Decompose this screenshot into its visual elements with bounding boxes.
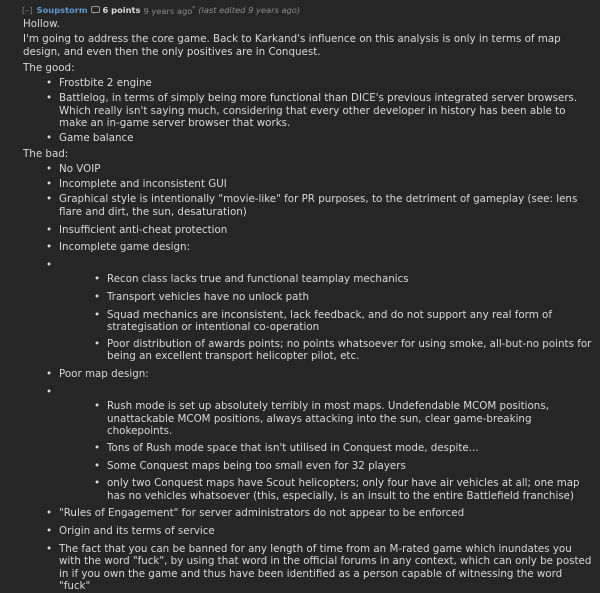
sub-list-item: • Some Conquest maps being too small even for 32 players (107, 460, 594, 473)
collapse-toggle[interactable]: [–] (22, 4, 33, 15)
comment-body (23, 18, 594, 593)
list-item: • No VOIP (59, 163, 594, 176)
list-item-nested (59, 259, 594, 363)
sub-list-item: • Tons of Rush mode space that isn't utilised in Conquest mode, despite... (107, 442, 594, 455)
sub-list-item: • Squad mechanics are inconsistent, lack feedback, and do not support any real form of strategisation or intentional co-operation (107, 309, 594, 334)
list-item: • Incomplete and inconsistent GUI (59, 178, 594, 191)
comment-link-icon (91, 6, 100, 14)
list-item-nested (59, 386, 594, 503)
list-item: • Origin and its terms of service (59, 525, 594, 538)
design-sublist (59, 273, 594, 363)
list-item: • Game balance (59, 132, 594, 145)
sub-list-item: • • Recon class lacks true and functional teamplay mechanics (107, 273, 594, 286)
map-sublist (59, 400, 594, 502)
comment-tagline (22, 4, 594, 16)
list-item: • The fact that you can be banned for any length of time from an M-rated game which inundates you with the word "fuck", by using that word in the official forums in any context, which can only be posted in if you own the game and thus have been identified as a person capable of witnessing the word "fuck" (59, 543, 594, 593)
sub-list-item: • only two Conquest maps have Scout helicopters; only four have air vehicles at all; one map has no vehicles whatsoever (this, especially, is an insult to the entire Battlefield franchise) (107, 477, 594, 502)
list-item: • Battlelog, in terms of simply being more functional than DICE's previous integrated server browsers. Which really isn't saying much, considering that every other developer in history has been able to make an in-game server browser that works. (59, 92, 594, 130)
list-item: • Insufficient anti-cheat protection (59, 224, 594, 237)
sub-list-item: • • Rush mode is set up absolutely terribly in most maps. Undefendable MCOM positions, unattackable MCOM positions, always attacking into the sun, clear game-breaking chokepoints. (107, 400, 594, 438)
author-link[interactable]: Soupstorm (36, 4, 88, 15)
timestamp: 9 years ago* (143, 5, 196, 16)
sub-list-item: • Transport vehicles have no unlock path (107, 291, 594, 304)
list-item: • Frostbite 2 engine (59, 77, 594, 90)
bad-list (23, 163, 594, 592)
list-item: • Incomplete game design: (59, 241, 594, 254)
edited-timestamp: (last edited 9 years ago) (198, 4, 301, 15)
list-item: • Graphical style is intentionally "movie-like" for PR purposes, to the detriment of gameplay (see: lens flare and dirt, the sun, desaturation) (59, 193, 594, 218)
list-item: • Poor map design: (59, 368, 594, 381)
bad-heading: The bad: (23, 147, 69, 160)
good-list (23, 77, 594, 145)
score: 6 points (102, 4, 141, 15)
sub-list-item: • Poor distribution of awards points; no points whatsoever for using smoke, all-but-no points for being an excellent transport helicopter pilot, etc. (107, 338, 594, 363)
paragraph: I'm going to address the core game. Back to Karkand's influence on this analysis is only in terms of map design, and even then the only positives are in Conquest. (23, 33, 561, 58)
good-heading: The good: (23, 61, 75, 74)
paragraph: Hollow. (23, 17, 60, 30)
list-item: • "Rules of Engagement" for server administrators do not appear to be enforced (59, 507, 594, 520)
